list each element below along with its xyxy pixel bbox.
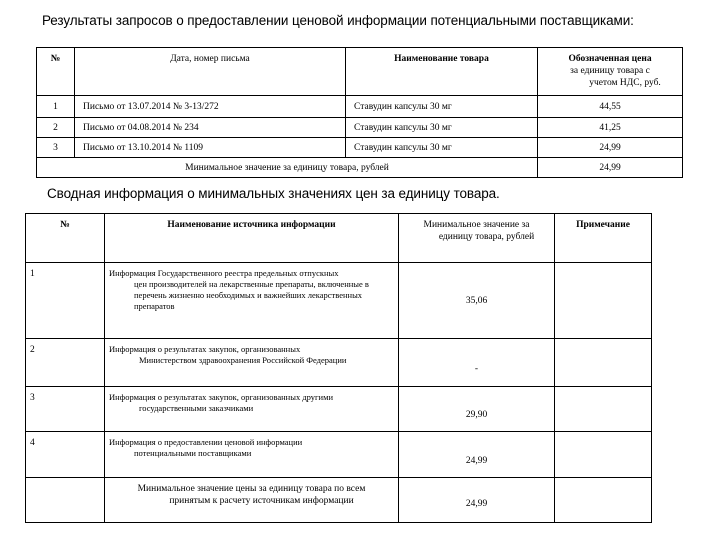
- row-source-line1: Информация о предоставлении ценовой информации: [109, 437, 303, 447]
- row-source: [105, 339, 399, 387]
- row-source-rest: потенциальными поставщиками: [134, 448, 252, 458]
- row-letter: Письмо от 13.07.2014 № 3-13/272: [75, 96, 346, 118]
- row-letter: Письмо от 13.10.2014 № 1109: [75, 138, 346, 158]
- row-source-line1: Информация о результатах закупок, организованных другими: [109, 392, 333, 402]
- row-source: [105, 432, 399, 478]
- header-price: [538, 48, 683, 96]
- row-product: Ставудин капсулы 30 мг: [346, 96, 538, 118]
- table-footer-row: [26, 478, 652, 523]
- row-note: [555, 339, 652, 387]
- row-price: 44,55: [538, 96, 683, 118]
- row-note: [555, 432, 652, 478]
- table-row: [26, 263, 652, 339]
- header-price-line1: Обозначенная цена: [568, 54, 652, 64]
- header-min: [399, 214, 555, 263]
- header-letter: Дата, номер письма: [75, 48, 346, 96]
- table-header-row: [37, 48, 683, 96]
- table-row: [37, 118, 683, 138]
- row-source-line1: Информация Государственного реестра предельных отпускных: [109, 268, 339, 278]
- row-source-rest: Министерством здравоохранения Российской Федерации: [139, 355, 347, 365]
- row-source-line1: Информация о результатах закупок, организованных: [109, 344, 301, 354]
- supplier-price-table: [36, 47, 683, 178]
- footer-label-line1: Минимальное значение цены за единицу товара по всем: [137, 484, 366, 494]
- header-price-line3: учетом НДС, руб.: [589, 78, 661, 88]
- footer-label: [105, 478, 399, 523]
- row-source: [105, 387, 399, 432]
- table-row: [37, 96, 683, 118]
- row-min: 24,99: [399, 432, 555, 478]
- footer-label-line2: принятым к расчету источникам информации: [169, 496, 354, 506]
- table-row: [26, 387, 652, 432]
- table-row: [26, 339, 652, 387]
- row-price: 24,99: [538, 138, 683, 158]
- row-source-rest: государственными заказчиками: [139, 403, 254, 413]
- row-num: 1: [26, 263, 105, 339]
- row-note: [555, 263, 652, 339]
- header-price-line2: за единицу товара с: [570, 66, 650, 76]
- row-num: 3: [37, 138, 75, 158]
- header-num: №: [26, 214, 105, 263]
- table-footer-row: [37, 158, 683, 178]
- row-product: Ставудин капсулы 30 мг: [346, 138, 538, 158]
- header-min-line1: Минимальное значение за: [423, 220, 530, 230]
- header-product: Наименование товара: [346, 48, 538, 96]
- row-min: 35,06: [399, 263, 555, 339]
- row-min: -: [399, 339, 555, 387]
- footer-value: 24,99: [399, 478, 555, 523]
- section1-title: Результаты запросов о предоставлении ценовой информации потенциальными поставщиками:: [42, 13, 634, 28]
- header-min-line2: единицу товара, рублей: [438, 232, 535, 242]
- row-letter: Письмо от 04.08.2014 № 234: [75, 118, 346, 138]
- header-source: Наименование источника информации: [105, 214, 399, 263]
- row-product: Ставудин капсулы 30 мг: [346, 118, 538, 138]
- summary-price-table: [25, 213, 652, 523]
- row-num: 2: [37, 118, 75, 138]
- table-header-row: [26, 214, 652, 263]
- row-price: 41,25: [538, 118, 683, 138]
- footer-num-empty: [26, 478, 105, 523]
- row-num: 2: [26, 339, 105, 387]
- header-note: Примечание: [555, 214, 652, 263]
- row-num: 4: [26, 432, 105, 478]
- table-row: [26, 432, 652, 478]
- row-min: 29,90: [399, 387, 555, 432]
- row-source: [105, 263, 399, 339]
- table-row: [37, 138, 683, 158]
- row-source-rest: цен производителей на лекарственные препараты, включенные в перечень жизненно необходимых и важнейших лекарственных препаратов: [134, 279, 369, 311]
- footer-value: 24,99: [538, 158, 683, 178]
- footer-note: [555, 478, 652, 523]
- row-num: 1: [37, 96, 75, 118]
- section2-title: Сводная информация о минимальных значениях цен за единицу товара.: [47, 186, 500, 201]
- row-note: [555, 387, 652, 432]
- header-num: №: [37, 48, 75, 96]
- footer-label: Минимальное значение за единицу товара, рублей: [37, 158, 538, 178]
- row-num: 3: [26, 387, 105, 432]
